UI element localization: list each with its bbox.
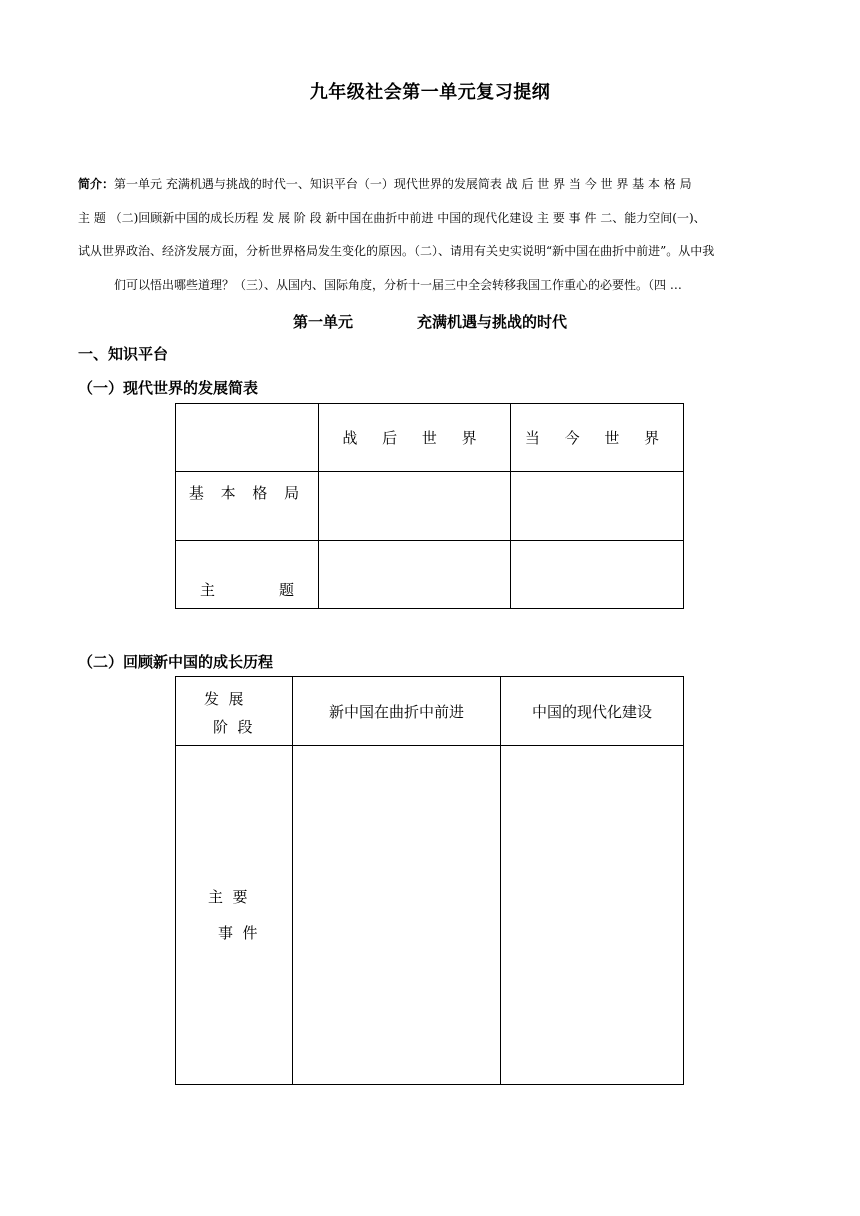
unit-heading — [0, 311, 860, 332]
table1-header-today: 当 今 世 界 — [511, 404, 684, 472]
table1-cell-today-theme — [511, 541, 684, 609]
table2-events-line1: 主 要 — [208, 888, 248, 906]
table2-header-tortuous: 新中国在曲折中前进 — [293, 677, 501, 746]
table2-stage-line1: 发 展 — [204, 690, 244, 708]
table1-heading: （一）现代世界的发展简表 — [78, 379, 259, 397]
table1-cell-postwar-theme — [319, 541, 511, 609]
summary-line-4: 们可以悟出哪些道理？（三）、从国内、国际角度，分析十一届三中全会转移我国工作重心的必要性。（四 … — [114, 278, 682, 292]
world-development-table — [175, 403, 684, 609]
document-title: 九年级社会第一单元复习提纲 — [309, 82, 551, 103]
table2-cell-tortuous-events — [293, 746, 501, 1085]
section-knowledge-platform: 一、知识平台 — [78, 345, 169, 363]
unit-theme: 充满机遇与挑战的时代 — [417, 313, 568, 331]
summary-line-2: 主 题 （二)回顾新中国的成长历程 发 展 阶 段 新中国在曲折中前进 中国的现代化建设 主 要 事 件 二、能力空间(一)、 — [78, 211, 706, 225]
table2-stage-line2: 阶 段 — [213, 718, 253, 736]
table1-row-basic-pattern: 基 本 格 局 — [176, 472, 319, 541]
summary-label: 简介： — [78, 177, 115, 191]
table2-heading: （二）回顾新中国的成长历程 — [78, 653, 274, 671]
summary-text-1: 第一单元 充满机遇与挑战的时代一、知识平台（一）现代世界的发展简表 战 后 世 界 当 今 世 界 基 本 格 局 — [114, 177, 692, 191]
table1-cell-postwar-pattern — [319, 472, 511, 541]
table1-row-theme — [176, 541, 319, 609]
table2-header-modernization: 中国的现代化建设 — [501, 677, 684, 746]
table1-corner-cell — [176, 404, 319, 472]
table1-theme-char-2: 题 — [278, 581, 294, 599]
table2-events-line2: 事 件 — [218, 924, 258, 942]
table2-events-label-cell — [176, 746, 293, 1085]
new-china-history-table — [175, 676, 684, 1085]
summary-line-3: 试从世界政治、经济发展方面，分析世界格局发生变化的原因。（二）、请用有关史实说明“新中国在曲折中前进”。从中我 — [78, 244, 715, 258]
unit-number: 第一单元 — [292, 313, 353, 331]
table1-theme-char-1: 主 — [200, 581, 216, 599]
table1-cell-today-pattern — [511, 472, 684, 541]
table1-header-postwar: 战 后 世 界 — [319, 404, 511, 472]
table2-cell-modernization-events — [501, 746, 684, 1085]
table2-stage-label-cell — [176, 677, 293, 746]
summary-line-1 — [78, 176, 788, 192]
